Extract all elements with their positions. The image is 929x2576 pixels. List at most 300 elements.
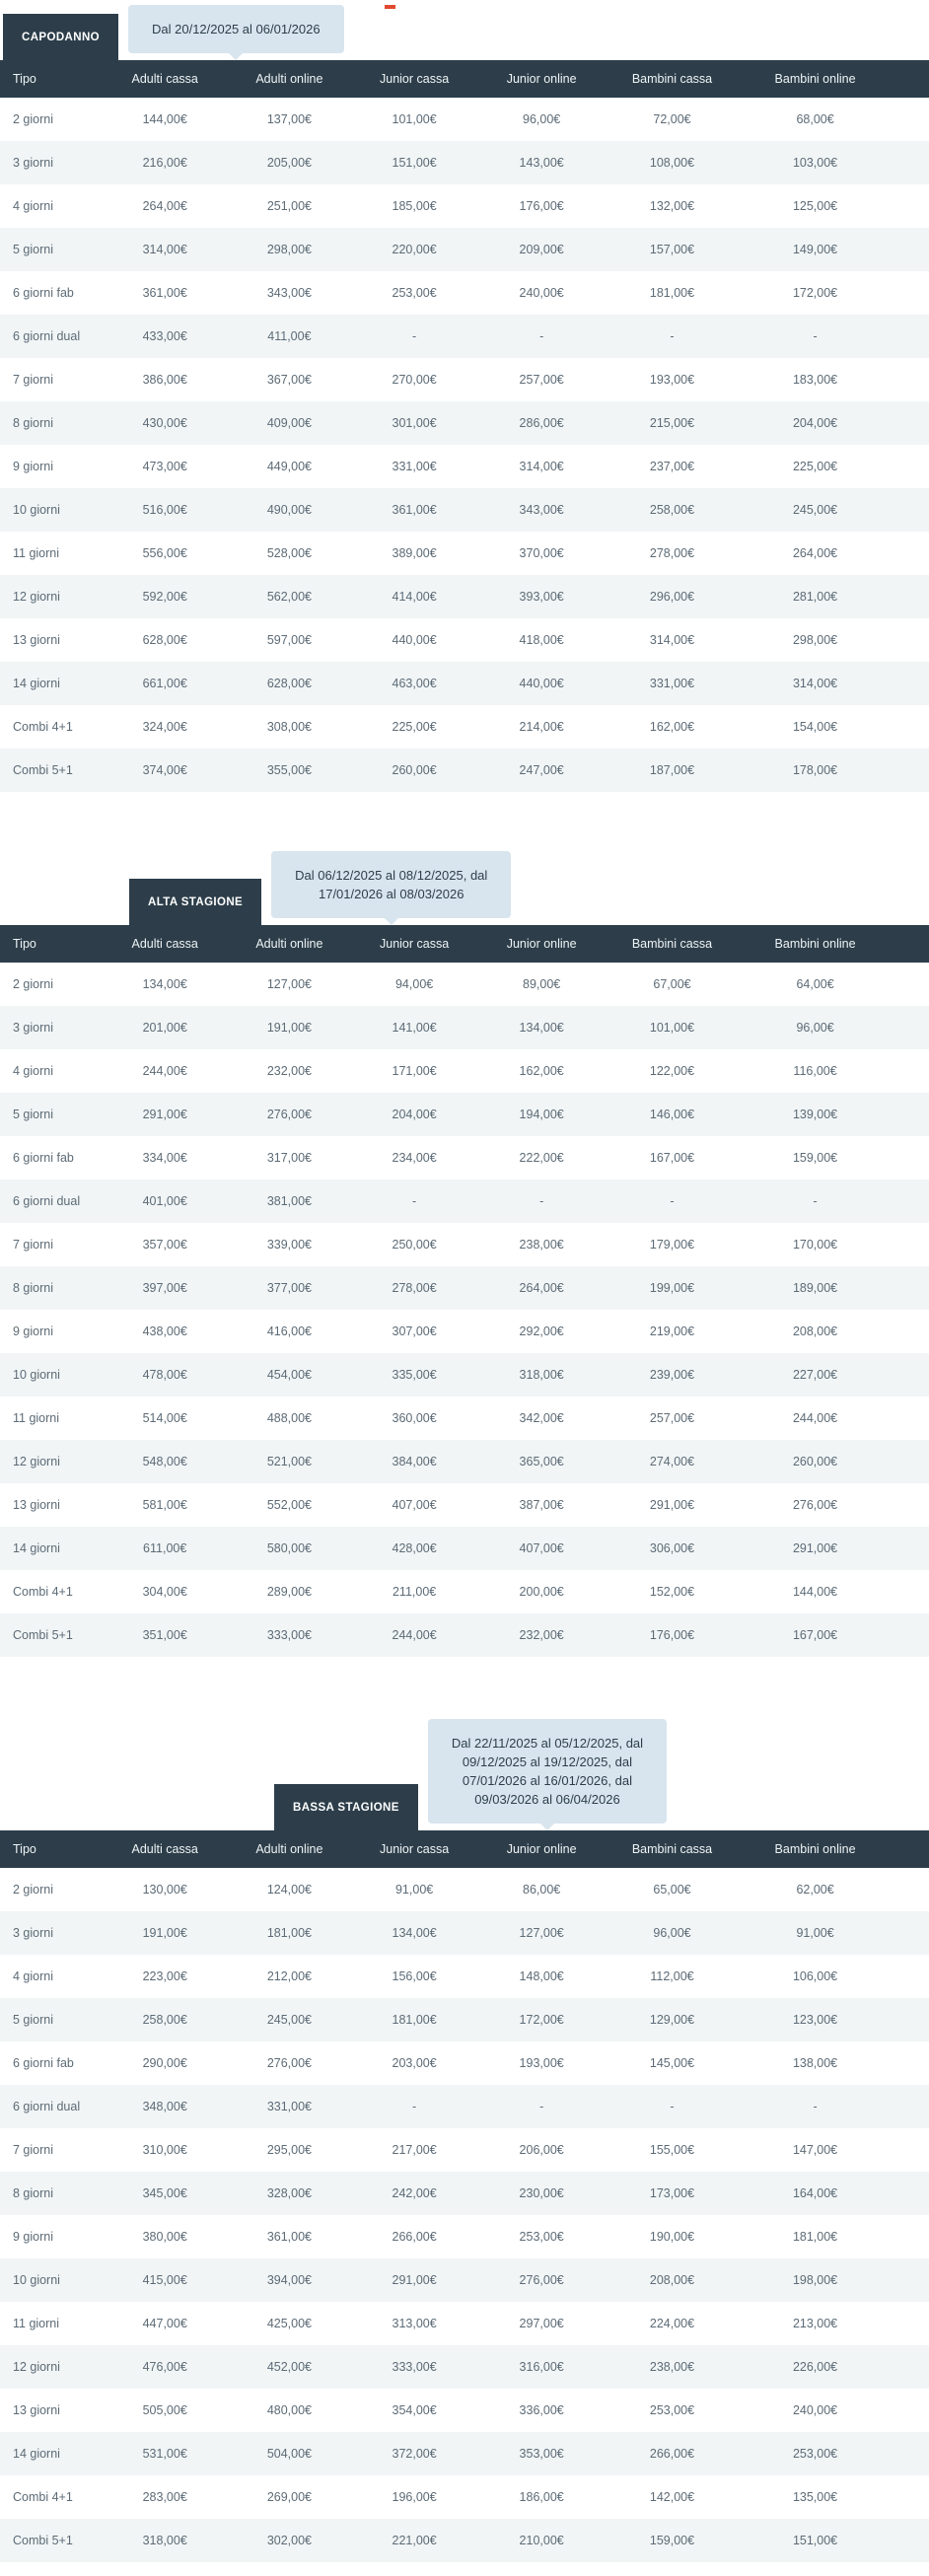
price-cell: 172,00€ [792,286,838,300]
header-filler [892,60,929,98]
price-cell: - [670,2100,675,2113]
ticket-type-cell: 2 giorni [13,977,53,991]
price-cell: 154,00€ [792,720,838,734]
price-cell: 361,00€ [266,2230,312,2244]
row-filler [892,1483,929,1527]
row-filler [892,1868,929,1911]
price-cell: 156,00€ [392,1969,437,1983]
ticket-type-cell: 12 giorni [13,590,60,604]
column-header-tipo: Tipo [0,925,103,963]
season-alta-stagione [0,851,929,1657]
price-cell: 205,00€ [266,156,312,170]
price-cell: 134,00€ [519,1021,564,1035]
season-tab[interactable] [129,879,261,925]
price-cell: - [539,1194,544,1208]
price-cell: 291,00€ [792,1541,838,1555]
price-cell: 116,00€ [793,1064,837,1078]
price-row-9-giorni [0,445,929,488]
price-cell: 206,00€ [519,2143,564,2157]
price-cell: 581,00€ [142,1498,187,1512]
season-bassa-stagione [0,1719,929,2562]
price-row-5-giorni [0,1093,929,1136]
price-cell: 295,00€ [266,2143,312,2157]
ticket-type-cell: 4 giorni [13,1064,53,1078]
price-cell: 172,00€ [519,2013,564,2027]
season-tab-label: ALTA STAGIONE [148,895,244,908]
price-cell: 438,00€ [142,1324,187,1338]
price-cell: 185,00€ [392,199,437,213]
price-cell: 151,00€ [792,2534,838,2547]
ticket-type-cell: 14 giorni [13,2447,60,2461]
column-header-bambini-cassa: Bambini cassa [606,60,739,98]
price-row-2-giorni [0,1868,929,1911]
ticket-type-cell: Combi 4+1 [13,1585,73,1599]
row-filler [892,1527,929,1570]
column-header-adulti-online: Adulti online [228,925,351,963]
price-row-4-giorni [0,184,929,228]
price-cell: - [813,329,818,343]
price-cell: 181,00€ [266,1926,312,1940]
row-filler [892,1613,929,1657]
badge-pointer-icon [229,53,243,60]
ticket-type-cell: 10 giorni [13,503,60,517]
price-row-12-giorni [0,575,929,618]
price-cell: 367,00€ [266,373,312,387]
price-cell: 240,00€ [519,286,564,300]
season-tab[interactable] [274,1784,418,1830]
ticket-type-cell: 6 giorni dual [13,2100,81,2113]
price-cell: 253,00€ [392,286,437,300]
price-cell: 452,00€ [266,2360,312,2374]
price-cell: 176,00€ [649,1628,695,1642]
price-cell: 189,00€ [792,1281,838,1295]
ticket-type-cell: 7 giorni [13,373,53,387]
price-cell: 226,00€ [792,2360,838,2374]
price-cell: 143,00€ [519,156,564,170]
price-cell: - [670,329,675,343]
row-filler [892,1911,929,1955]
price-cell: 142,00€ [649,2490,695,2504]
price-cell: 112,00€ [650,1969,694,1983]
row-filler [892,2519,929,2562]
price-cell: 433,00€ [142,329,187,343]
price-cell: 331,00€ [649,677,695,690]
price-cell: 377,00€ [266,1281,312,1295]
price-cell: 333,00€ [266,1628,312,1642]
price-cell: 463,00€ [392,677,437,690]
price-cell: 250,00€ [392,1238,437,1252]
price-cell: 193,00€ [649,373,695,387]
price-cell: 217,00€ [392,2143,437,2157]
price-row-7-giorni [0,358,929,401]
price-cell: 310,00€ [142,2143,187,2157]
price-cell: 240,00€ [792,2403,838,2417]
row-filler [892,1998,929,2041]
ticket-type-cell: 13 giorni [13,1498,60,1512]
price-cell: 132,00€ [649,199,695,213]
price-cell: 365,00€ [519,1455,564,1468]
price-cell: 314,00€ [649,633,695,647]
price-cell: 213,00€ [792,2317,838,2330]
price-cell: 478,00€ [142,1368,187,1382]
column-header-junior-online: Junior online [477,1830,606,1868]
date-range-line: Dal 22/11/2025 al 05/12/2025, dal [451,1736,644,1751]
badge-pointer-icon [540,1824,554,1830]
price-cell: 211,00€ [392,1585,437,1599]
price-cell: 253,00€ [792,2447,838,2461]
price-cell: 159,00€ [649,2534,695,2547]
price-cell: 514,00€ [142,1411,187,1425]
price-cell: 208,00€ [649,2273,695,2287]
row-filler [892,401,929,445]
ticket-type-cell: 2 giorni [13,112,53,126]
row-filler [892,1955,929,1998]
price-cell: 108,00€ [649,156,695,170]
price-cell: 260,00€ [792,1455,838,1468]
price-row-9-giorni [0,2215,929,2258]
price-cell: 159,00€ [792,1151,838,1165]
row-filler [892,98,929,141]
row-filler [892,1570,929,1613]
price-cell: 308,00€ [266,720,312,734]
price-cell: 223,00€ [142,1969,187,1983]
price-row-combi-4-1 [0,1570,929,1613]
ticket-type-cell: 9 giorni [13,460,53,473]
price-cell: 548,00€ [142,1455,187,1468]
ticket-type-cell: 11 giorni [13,2317,60,2330]
price-cell: 247,00€ [519,763,564,777]
price-cell: 96,00€ [796,1021,834,1035]
price-cell: 176,00€ [519,199,564,213]
price-cell: 328,00€ [266,2186,312,2200]
price-cell: 129,00€ [649,2013,695,2027]
row-filler [892,184,929,228]
price-cell: 264,00€ [142,199,187,213]
ticket-type-cell: 8 giorni [13,1281,53,1295]
price-cell: 222,00€ [519,1151,564,1165]
price-cell: 167,00€ [792,1628,838,1642]
column-header-junior-cassa: Junior cassa [351,60,477,98]
price-cell: 291,00€ [649,1498,695,1512]
price-cell: 101,00€ [649,1021,695,1035]
price-cell: 411,00€ [267,329,312,343]
price-cell: 342,00€ [519,1411,564,1425]
ticket-type-cell: 9 giorni [13,1324,53,1338]
price-cell: 190,00€ [649,2230,695,2244]
ticket-type-cell: 10 giorni [13,2273,60,2287]
price-cell: 301,00€ [392,416,437,430]
row-filler [892,1223,929,1266]
price-cell: 476,00€ [142,2360,187,2374]
column-header-adulti-cassa: Adulti cassa [103,925,228,963]
price-cell: 68,00€ [796,112,834,126]
season-dates-text [295,866,487,903]
price-cell: 125,00€ [792,199,838,213]
row-filler [892,2302,929,2345]
price-cell: 124,00€ [266,1883,312,1896]
row-filler [892,2432,929,2475]
price-cell: 407,00€ [519,1541,564,1555]
price-cell: 580,00€ [266,1541,312,1555]
ticket-type-cell: Combi 5+1 [13,763,73,777]
price-cell: 291,00€ [392,2273,437,2287]
column-header-bambini-online: Bambini online [739,60,892,98]
price-cell: 208,00€ [792,1324,838,1338]
price-row-6-giorni-dual [0,315,929,358]
price-cell: 304,00€ [142,1585,187,1599]
price-cell: 155,00€ [649,2143,695,2157]
row-filler [892,141,929,184]
price-cell: 270,00€ [392,373,437,387]
price-cell: 278,00€ [649,546,695,560]
row-filler [892,749,929,792]
ticket-type-cell: 13 giorni [13,2403,60,2417]
row-filler [892,2085,929,2128]
price-cell: 425,00€ [266,2317,312,2330]
price-cell: 360,00€ [392,1411,437,1425]
ticket-type-cell: 5 giorni [13,243,53,256]
price-row-7-giorni [0,1223,929,1266]
price-row-10-giorni [0,488,929,532]
price-cell: 264,00€ [792,546,838,560]
price-cell: 183,00€ [792,373,838,387]
row-filler [892,963,929,1006]
price-cell: 269,00€ [266,2490,312,2504]
price-cell: 283,00€ [142,2490,187,2504]
ticket-type-cell: 2 giorni [13,1883,53,1896]
price-cell: 415,00€ [142,2273,187,2287]
price-cell: 146,00€ [649,1108,695,1121]
price-cell: 343,00€ [519,503,564,517]
price-cell: 592,00€ [142,590,187,604]
price-cell: 138,00€ [792,2056,838,2070]
price-row-13-giorni [0,2389,929,2432]
price-row-10-giorni [0,1353,929,1396]
price-cell: 145,00€ [649,2056,695,2070]
price-cell: 215,00€ [649,416,695,430]
price-cell: 361,00€ [142,286,187,300]
price-cell: 234,00€ [392,1151,437,1165]
column-header-junior-online: Junior online [477,925,606,963]
table-body [0,963,929,1657]
price-cell: 257,00€ [519,373,564,387]
price-cell: 181,00€ [792,2230,838,2244]
price-cell: 67,00€ [653,977,691,991]
price-cell: 339,00€ [266,1238,312,1252]
price-cell: 258,00€ [649,503,695,517]
season-tab-label: CAPODANNO [22,31,100,43]
season-header [0,851,929,925]
price-cell: 372,00€ [392,2447,437,2461]
price-cell: 65,00€ [653,1883,691,1896]
price-cell: 203,00€ [392,2056,437,2070]
price-cell: 353,00€ [519,2447,564,2461]
column-header-bambini-online: Bambini online [739,1830,892,1868]
column-header-adulti-online: Adulti online [228,60,351,98]
price-cell: 193,00€ [519,2056,564,2070]
season-dates-badge [428,1719,667,1824]
row-filler [892,315,929,358]
price-row-combi-5-1 [0,1613,929,1657]
price-cell: 127,00€ [266,977,312,991]
ticket-type-cell: 6 giorni dual [13,329,81,343]
price-cell: 355,00€ [266,763,312,777]
price-cell: 141,00€ [392,1021,437,1035]
row-filler [892,1049,929,1093]
row-filler [892,228,929,271]
ticket-type-cell: 9 giorni [13,2230,53,2244]
price-cell: 167,00€ [649,1151,695,1165]
price-cell: 292,00€ [519,1324,564,1338]
price-cell: 414,00€ [392,590,437,604]
ticket-type-cell: 7 giorni [13,1238,53,1252]
price-cell: 562,00€ [266,590,312,604]
price-cell: 407,00€ [392,1498,437,1512]
price-cell: 597,00€ [266,633,312,647]
price-cell: 361,00€ [392,503,437,517]
price-cell: 454,00€ [266,1368,312,1382]
price-cell: 276,00€ [266,2056,312,2070]
price-cell: 227,00€ [792,1368,838,1382]
price-cell: - [539,329,544,343]
price-cell: 316,00€ [519,2360,564,2374]
price-table [0,1830,929,2562]
price-cell: 393,00€ [519,590,564,604]
price-cell: 91,00€ [394,1883,434,1896]
ticket-type-cell: 8 giorni [13,416,53,430]
price-row-combi-5-1 [0,749,929,792]
price-table [0,60,929,792]
price-row-combi-4-1 [0,705,929,749]
row-filler [892,1006,929,1049]
price-cell: 318,00€ [142,2534,187,2547]
ticket-type-cell: 11 giorni [13,546,60,560]
season-tab[interactable] [3,14,118,60]
price-cell: 276,00€ [519,2273,564,2287]
price-cell: 196,00€ [392,2490,437,2504]
price-cell: 333,00€ [392,2360,437,2374]
header-filler [892,1830,929,1868]
price-cell: 370,00€ [519,546,564,560]
price-cell: 225,00€ [792,460,838,473]
price-row-6-giorni-fab [0,2041,929,2085]
row-filler [892,1266,929,1310]
season-dates-text [152,20,321,38]
season-header [0,1719,929,1830]
row-filler [892,2041,929,2085]
table-body [0,98,929,792]
ticket-type-cell: 13 giorni [13,633,60,647]
column-header-tipo: Tipo [0,1830,103,1868]
row-filler [892,2172,929,2215]
price-cell: 257,00€ [649,1411,695,1425]
price-cell: 336,00€ [519,2403,564,2417]
price-cell: 447,00€ [142,2317,187,2330]
price-cell: 214,00€ [519,720,564,734]
price-table [0,925,929,1657]
price-cell: 253,00€ [649,2403,695,2417]
price-row-11-giorni [0,1396,929,1440]
price-cell: 253,00€ [519,2230,564,2244]
row-filler [892,532,929,575]
ticket-type-cell: 14 giorni [13,1541,60,1555]
table-body [0,1868,929,2562]
row-filler [892,2475,929,2519]
ticket-type-cell: 12 giorni [13,1455,60,1468]
table-header-row [0,925,929,963]
price-cell: 430,00€ [142,416,187,430]
price-cell: 148,00€ [519,1969,564,1983]
price-cell: 162,00€ [519,1064,564,1078]
price-cell: 334,00€ [142,1151,187,1165]
price-cell: 135,00€ [792,2490,838,2504]
price-cell: 64,00€ [796,977,834,991]
date-range-line: Dal 20/12/2025 al 06/01/2026 [152,22,321,36]
price-cell: 440,00€ [519,677,564,690]
price-cell: 401,00€ [142,1194,187,1208]
price-cell: 187,00€ [649,763,695,777]
ticket-type-cell: 6 giorni fab [13,1151,74,1165]
ticket-type-cell: 10 giorni [13,1368,60,1382]
price-cell: 232,00€ [266,1064,312,1078]
price-row-6-giorni-dual [0,1180,929,1223]
price-cell: 409,00€ [266,416,312,430]
ticket-type-cell: Combi 5+1 [13,2534,73,2547]
price-cell: 123,00€ [792,2013,838,2027]
price-cell: 204,00€ [792,416,838,430]
price-cell: 266,00€ [649,2447,695,2461]
price-cell: 194,00€ [519,1108,564,1121]
price-cell: 348,00€ [142,2100,187,2113]
price-cell: 611,00€ [143,1541,187,1555]
column-header-junior-cassa: Junior cassa [351,925,477,963]
price-cell: 505,00€ [142,2403,187,2417]
price-row-6-giorni-fab [0,271,929,315]
price-row-5-giorni [0,228,929,271]
price-cell: 186,00€ [519,2490,564,2504]
price-cell: 296,00€ [649,590,695,604]
price-cell: 242,00€ [392,2186,437,2200]
price-cell: 291,00€ [142,1108,187,1121]
price-cell: 490,00€ [266,503,312,517]
price-cell: 251,00€ [266,199,312,213]
ticket-type-cell: 11 giorni [13,1411,60,1425]
price-row-4-giorni [0,1049,929,1093]
price-cell: 440,00€ [392,633,437,647]
ticket-type-cell: Combi 5+1 [13,1628,73,1642]
price-cell: 101,00€ [392,112,437,126]
row-filler [892,445,929,488]
price-cell: - [412,329,417,343]
ticket-type-cell: 5 giorni [13,2013,53,2027]
price-cell: 244,00€ [392,1628,437,1642]
price-cell: 302,00€ [266,2534,312,2547]
price-row-combi-4-1 [0,2475,929,2519]
price-row-11-giorni [0,2302,929,2345]
badge-pointer-icon [385,918,398,925]
header-filler [892,925,929,963]
price-row-9-giorni [0,1310,929,1353]
price-row-combi-5-1 [0,2519,929,2562]
price-cell: 224,00€ [649,2317,695,2330]
season-tab-label: BASSA STAGIONE [293,1801,399,1814]
row-filler [892,1093,929,1136]
price-cell: 286,00€ [519,416,564,430]
price-cell: 258,00€ [142,2013,187,2027]
ticket-type-cell: 6 giorni fab [13,2056,74,2070]
price-cell: 94,00€ [394,977,434,991]
price-cell: 237,00€ [649,460,695,473]
